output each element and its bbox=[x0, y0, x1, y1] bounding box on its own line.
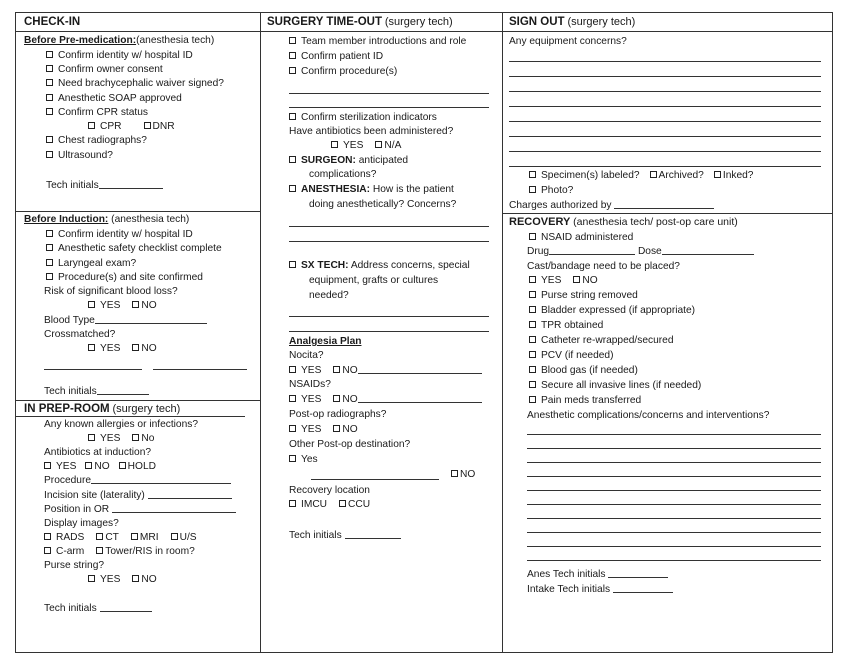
analgesia-plan-heading: Analgesia Plan bbox=[289, 336, 362, 347]
checkbox[interactable] bbox=[333, 366, 340, 373]
checklist-item[interactable]: Need brachycephalic waiver signed? bbox=[46, 78, 224, 90]
checkbox[interactable] bbox=[529, 396, 536, 403]
checkbox[interactable] bbox=[46, 244, 53, 251]
checkbox[interactable] bbox=[333, 425, 340, 432]
write-line[interactable] bbox=[289, 331, 489, 332]
write-line[interactable] bbox=[527, 518, 821, 519]
divider bbox=[16, 211, 260, 212]
checkbox[interactable] bbox=[119, 462, 126, 469]
checkbox[interactable] bbox=[529, 321, 536, 328]
checklist-item[interactable]: Confirm identity w/ hospital ID bbox=[46, 50, 193, 62]
checkbox[interactable] bbox=[44, 462, 51, 469]
imaging-options[interactable]: RADS CT MRI U/S bbox=[44, 532, 197, 544]
checkbox[interactable] bbox=[46, 151, 53, 158]
tech-initials-field[interactable]: Tech initials bbox=[44, 386, 149, 398]
checklist-item[interactable]: Blood gas (if needed) bbox=[529, 365, 638, 377]
position-field[interactable]: Position in OR bbox=[44, 504, 236, 516]
checklist-item[interactable]: Catheter re-wrapped/secured bbox=[529, 335, 674, 347]
yes-no-options[interactable]: YES NO bbox=[88, 574, 157, 586]
checkbox[interactable] bbox=[46, 51, 53, 58]
checkbox[interactable] bbox=[529, 366, 536, 373]
checkbox[interactable] bbox=[529, 291, 536, 298]
other-destination-question: Other Post-op destination? bbox=[289, 439, 411, 450]
prep-room-heading: IN PREP-ROOM (surgery tech) bbox=[24, 403, 181, 415]
write-line[interactable] bbox=[289, 107, 489, 108]
sx-tech-item-cont: needed? bbox=[309, 290, 349, 301]
purse-string-question: Purse string? bbox=[44, 560, 105, 571]
checklist-item[interactable]: Confirm patient ID bbox=[289, 51, 383, 63]
checkbox[interactable] bbox=[46, 94, 53, 101]
checkbox[interactable] bbox=[529, 171, 536, 178]
checklist-item[interactable]: TPR obtained bbox=[529, 320, 603, 332]
write-line[interactable] bbox=[527, 532, 821, 533]
divider bbox=[261, 31, 502, 32]
blood-type-field[interactable]: Blood Type bbox=[44, 315, 207, 327]
divider bbox=[16, 400, 260, 401]
incision-site-field[interactable]: Incision site (laterality) bbox=[44, 490, 232, 502]
column-time-out bbox=[261, 13, 503, 652]
postop-rads-options[interactable]: YES NO bbox=[289, 424, 358, 436]
checkbox[interactable] bbox=[529, 351, 536, 358]
checkbox[interactable] bbox=[88, 575, 95, 582]
checkbox[interactable] bbox=[289, 52, 296, 59]
sign-out-heading: SIGN OUT (surgery tech) bbox=[509, 16, 636, 28]
checklist-item[interactable]: Confirm procedure(s) bbox=[289, 66, 397, 78]
checkbox[interactable] bbox=[375, 141, 382, 148]
checkbox[interactable] bbox=[289, 395, 296, 402]
no-option[interactable]: NO bbox=[451, 469, 475, 481]
write-line[interactable] bbox=[509, 166, 821, 167]
procedure-field[interactable]: Procedure bbox=[44, 475, 231, 487]
checkbox[interactable] bbox=[714, 171, 721, 178]
check-in-title: CHECK-IN bbox=[24, 16, 81, 28]
checkbox[interactable] bbox=[529, 336, 536, 343]
cpr-options[interactable]: CPR DNR bbox=[88, 121, 175, 133]
write-line[interactable] bbox=[509, 61, 821, 62]
write-line[interactable] bbox=[527, 546, 821, 547]
checkbox[interactable] bbox=[44, 533, 51, 540]
crossmatched-question: Crossmatched? bbox=[44, 329, 116, 340]
checklist-item[interactable]: Secure all invasive lines (if needed) bbox=[529, 380, 701, 392]
checkbox[interactable] bbox=[333, 395, 340, 402]
checkbox[interactable] bbox=[85, 462, 92, 469]
checklist-item[interactable]: Anesthetic SOAP approved bbox=[46, 93, 182, 105]
write-line[interactable] bbox=[509, 136, 821, 137]
write-line[interactable] bbox=[527, 434, 821, 435]
checkbox[interactable] bbox=[132, 575, 139, 582]
checklist-item[interactable]: Procedure(s) and site confirmed bbox=[46, 272, 203, 284]
nsaids-options[interactable]: YES NO bbox=[289, 394, 482, 406]
checkbox[interactable] bbox=[289, 366, 296, 373]
anes-tech-initials-field[interactable]: Anes Tech initials bbox=[527, 569, 668, 581]
checkbox[interactable] bbox=[44, 547, 51, 554]
complications-question: Anesthetic complications/concerns and interventions? bbox=[527, 410, 770, 421]
anesthesia-item-cont: doing anesthetically? Concerns? bbox=[309, 199, 457, 210]
checklist-item[interactable]: Confirm owner consent bbox=[46, 64, 163, 76]
checkbox[interactable] bbox=[529, 276, 536, 283]
write-line[interactable] bbox=[153, 369, 247, 370]
checkbox[interactable] bbox=[46, 79, 53, 86]
checkbox[interactable] bbox=[132, 344, 139, 351]
before-premed-heading: Before Pre-medication:(anesthesia tech) bbox=[24, 35, 215, 46]
write-line[interactable] bbox=[311, 479, 439, 480]
surgical-checklist-form bbox=[15, 12, 833, 653]
antibiotics-options[interactable]: YES NO HOLD bbox=[44, 461, 156, 473]
checkbox[interactable] bbox=[132, 434, 139, 441]
checkbox[interactable] bbox=[650, 171, 657, 178]
yes-no-options[interactable]: YES No bbox=[88, 433, 154, 445]
intake-tech-initials-field[interactable]: Intake Tech initials bbox=[527, 584, 673, 596]
recovery-heading: RECOVERY (anesthesia tech/ post-op care unit) bbox=[509, 216, 738, 228]
yes-no-options[interactable]: YES NO bbox=[88, 300, 157, 312]
checkbox[interactable] bbox=[46, 259, 53, 266]
checkbox[interactable] bbox=[46, 273, 53, 280]
checkbox[interactable] bbox=[289, 425, 296, 432]
blood-loss-question: Risk of significant blood loss? bbox=[44, 286, 178, 297]
sx-tech-item-cont: equipment, grafts or cultures bbox=[309, 275, 439, 286]
divider bbox=[16, 31, 260, 32]
checklist-item[interactable]: Confirm identity w/ hospital ID bbox=[46, 229, 193, 241]
charges-authorized-field[interactable]: Charges authorized by bbox=[509, 200, 714, 212]
tech-initials-field[interactable]: Tech initials bbox=[46, 180, 163, 192]
checklist-item[interactable]: Laryngeal exam? bbox=[46, 258, 136, 270]
write-line[interactable] bbox=[289, 241, 489, 242]
write-line[interactable] bbox=[509, 91, 821, 92]
checkbox[interactable] bbox=[171, 533, 178, 540]
divider bbox=[503, 213, 832, 214]
imaging-options-2[interactable]: C-arm Tower/RIS in room? bbox=[44, 546, 195, 558]
checkbox[interactable] bbox=[289, 261, 296, 268]
write-line[interactable] bbox=[509, 151, 821, 152]
postop-rads-question: Post-op radiographs? bbox=[289, 409, 387, 420]
checkbox[interactable] bbox=[46, 136, 53, 143]
yes-no-options[interactable]: YES NO bbox=[88, 343, 157, 355]
write-line[interactable] bbox=[509, 106, 821, 107]
checkbox[interactable] bbox=[46, 108, 53, 115]
checkbox[interactable] bbox=[96, 547, 103, 554]
checkbox[interactable] bbox=[289, 500, 296, 507]
checkbox[interactable] bbox=[289, 113, 296, 120]
write-line[interactable] bbox=[509, 76, 821, 77]
surgeon-item-cont: complications? bbox=[309, 169, 377, 180]
checkbox[interactable] bbox=[529, 306, 536, 313]
checkbox[interactable] bbox=[132, 301, 139, 308]
checklist-item[interactable]: Purse string removed bbox=[529, 290, 638, 302]
checkbox[interactable] bbox=[88, 434, 95, 441]
checkbox[interactable] bbox=[529, 233, 536, 240]
allergies-question: Any known allergies or infections? bbox=[44, 419, 199, 430]
checkbox[interactable] bbox=[88, 344, 95, 351]
anesthesia-item[interactable]: ANESTHESIA: How is the patient bbox=[289, 184, 454, 196]
nocita-question: Nocita? bbox=[289, 350, 324, 361]
write-line[interactable] bbox=[527, 476, 821, 477]
checkbox[interactable] bbox=[131, 533, 138, 540]
column-check-in bbox=[16, 13, 261, 652]
checklist-item[interactable]: Confirm CPR status bbox=[46, 107, 148, 119]
write-line[interactable] bbox=[527, 560, 821, 561]
checklist-item[interactable]: Chest radiographs? bbox=[46, 135, 147, 147]
checkbox[interactable] bbox=[289, 185, 296, 192]
checklist-item[interactable]: Team member introductions and role bbox=[289, 36, 466, 48]
checkbox[interactable] bbox=[289, 67, 296, 74]
checkbox[interactable] bbox=[144, 122, 151, 129]
checkbox[interactable] bbox=[529, 381, 536, 388]
column-sign-out bbox=[503, 13, 832, 652]
checkbox[interactable] bbox=[96, 533, 103, 540]
checklist-item[interactable]: Anesthetic safety checklist complete bbox=[46, 243, 222, 255]
checkbox[interactable] bbox=[88, 122, 95, 129]
checklist-item[interactable]: NSAID administered bbox=[529, 232, 633, 244]
write-line[interactable] bbox=[527, 490, 821, 491]
cast-question: Cast/bandage need to be placed? bbox=[527, 261, 680, 272]
divider bbox=[503, 31, 832, 32]
recovery-location-label: Recovery location bbox=[289, 485, 370, 496]
checklist-item[interactable]: Confirm sterilization indicators bbox=[289, 112, 437, 124]
antibiotics-question: Antibiotics at induction? bbox=[44, 447, 152, 458]
surgeon-item[interactable]: SURGEON: anticipated bbox=[289, 155, 408, 167]
checklist-item[interactable]: Pain meds transferred bbox=[529, 395, 641, 407]
write-line[interactable] bbox=[527, 448, 821, 449]
checklist-item[interactable]: PCV (if needed) bbox=[529, 350, 613, 362]
checkbox[interactable] bbox=[289, 455, 296, 462]
tech-initials-field[interactable]: Tech initials bbox=[289, 530, 401, 542]
checkbox[interactable] bbox=[451, 470, 458, 477]
yes-no-options[interactable]: YES NO bbox=[529, 275, 598, 287]
tech-initials-field[interactable]: Tech initials bbox=[44, 603, 152, 615]
antibiotics-question: Have antibiotics been administered? bbox=[289, 126, 454, 137]
checkbox[interactable] bbox=[529, 186, 536, 193]
divider bbox=[16, 416, 245, 417]
yes-option[interactable]: Yes bbox=[289, 454, 318, 466]
write-line[interactable] bbox=[527, 504, 821, 505]
photo-option[interactable]: Photo? bbox=[529, 185, 573, 197]
checkbox[interactable] bbox=[573, 276, 580, 283]
specimen-options[interactable]: Specimen(s) labeled? Archived? Inked? bbox=[529, 170, 753, 182]
checklist-item[interactable]: Ultrasound? bbox=[46, 150, 113, 162]
checkbox[interactable] bbox=[46, 230, 53, 237]
write-line[interactable] bbox=[289, 316, 489, 317]
checkbox[interactable] bbox=[289, 156, 296, 163]
write-line[interactable] bbox=[527, 462, 821, 463]
checkbox[interactable] bbox=[289, 37, 296, 44]
nsaids-question: NSAIDs? bbox=[289, 379, 331, 390]
before-induction-heading: Before Induction: (anesthesia tech) bbox=[24, 214, 190, 225]
recovery-location-options[interactable]: IMCU CCU bbox=[289, 499, 370, 511]
write-line[interactable] bbox=[509, 121, 821, 122]
checkbox[interactable] bbox=[88, 301, 95, 308]
checkbox[interactable] bbox=[46, 65, 53, 72]
display-images-question: Display images? bbox=[44, 518, 119, 529]
time-out-heading: SURGERY TIME-OUT (surgery tech) bbox=[267, 16, 453, 28]
write-line[interactable] bbox=[289, 93, 489, 94]
drug-dose-field[interactable]: Drug Dose bbox=[527, 246, 754, 258]
sx-tech-item[interactable]: SX TECH: Address concerns, special bbox=[289, 260, 470, 272]
nocita-options[interactable]: YES NO bbox=[289, 365, 482, 377]
write-line[interactable] bbox=[289, 226, 489, 227]
checkbox[interactable] bbox=[339, 500, 346, 507]
checklist-item[interactable]: Bladder expressed (if appropriate) bbox=[529, 305, 695, 317]
yes-na-options[interactable]: YES N/A bbox=[331, 140, 401, 152]
equipment-question: Any equipment concerns? bbox=[509, 36, 627, 47]
write-line[interactable] bbox=[44, 369, 142, 370]
checkbox[interactable] bbox=[331, 141, 338, 148]
